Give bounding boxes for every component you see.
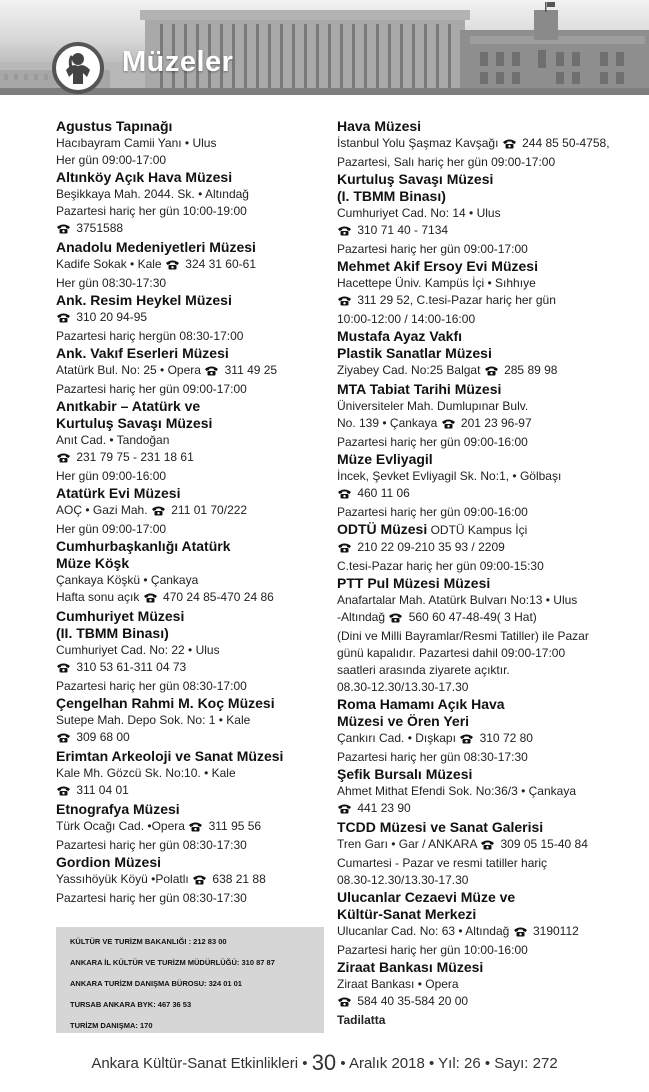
publication-name: Ankara Kültür-Sanat Etkinlikleri xyxy=(91,1055,299,1072)
entry-detail: 231 79 75 - 231 18 61 xyxy=(56,449,326,468)
phone-icon xyxy=(513,925,528,942)
phone-icon xyxy=(502,137,517,154)
issue-year: Yıl: 26 xyxy=(438,1055,481,1072)
entry-detail: 584 40 35-584 20 00 xyxy=(337,993,627,1012)
entry-detail: Kale Mh. Gözcü Sk. No:10. • Kale xyxy=(56,766,236,780)
entry-detail: 08.30-12.30/13.30-17.30 xyxy=(337,680,469,694)
phone-icon xyxy=(337,802,352,819)
museum-entry xyxy=(337,889,627,959)
entry-detail: Cumartesi - Pazar ve resmi tatiller hariç xyxy=(337,856,548,870)
phone-icon xyxy=(480,838,495,855)
entry-detail: 460 11 06 xyxy=(337,485,627,504)
museum-name: Atatürk Evi Müzesi xyxy=(56,485,181,501)
museum-name: Cumhuriyet Müzesi xyxy=(56,608,185,624)
museum-entry xyxy=(337,118,627,171)
phone-icon xyxy=(204,364,219,381)
entry-detail: Ziyabey Cad. No:25 Balgat 285 89 98 xyxy=(337,362,627,381)
museum-name: Hava Müzesi xyxy=(337,118,422,134)
entry-detail: Anıt Cad. • Tandoğan xyxy=(56,433,170,447)
phone-icon xyxy=(56,731,71,748)
museum-list-left xyxy=(56,118,326,907)
museum-name: Müze Evliyagil xyxy=(337,451,433,467)
phone-icon xyxy=(337,541,352,558)
museum-entry xyxy=(337,521,627,575)
museum-name: Şefik Bursalı Müzesi xyxy=(337,766,473,782)
entry-detail: Cumhuriyet Cad. No: 22 • Ulus xyxy=(56,643,220,657)
museum-name: Altınköy Açık Hava Müzesi xyxy=(56,169,233,185)
entry-detail: Pazartesi hariç her gün 09:00-17:00 xyxy=(337,242,528,256)
entry-detail: Hafta sonu açık 470 24 85-470 24 86 xyxy=(56,589,326,608)
entry-detail: Çankırı Cad. • Dışkapı 310 72 80 xyxy=(337,730,627,749)
museum-name: PTT Pul Müzesi Müzesi xyxy=(337,575,491,591)
info-line: TURİZM DANIŞMA: 170 xyxy=(70,1021,153,1030)
phone-icon xyxy=(337,294,352,311)
phone-icon xyxy=(188,820,203,837)
page-footer: Ankara Kültür-Sanat Etkinlikleri • 30 • Aralık 2018 • Yıl: 26 • Sayı: 272 xyxy=(91,1050,558,1075)
museum-entry xyxy=(56,345,326,398)
entry-detail: 441 23 90 xyxy=(337,800,627,819)
museum-name: MTA Tabiat Tarihi Müzesi xyxy=(337,381,502,397)
entry-detail: -Altındağ 560 60 47-48-49( 3 Hat) xyxy=(337,609,627,628)
entry-detail: Pazartesi hariç her gün 08:30-17:30 xyxy=(56,838,247,852)
phone-icon xyxy=(56,311,71,328)
museum-entry xyxy=(56,169,326,239)
museum-entry xyxy=(337,258,627,328)
museum-name: TCDD Müzesi ve Sanat Galerisi xyxy=(337,819,544,835)
phone-icon xyxy=(143,591,158,608)
entry-detail: Hacettepe Üniv. Kampüs İçi • Sıhhıye xyxy=(337,276,536,290)
entry-detail: Pazartesi hariç her gün 08:30-17:30 xyxy=(56,891,247,905)
phone-icon xyxy=(441,417,456,434)
entry-detail: Pazartesi hariç her gün 09:00-17:00 xyxy=(56,382,247,396)
museum-name: Ank. Vakıf Eserleri Müzesi xyxy=(56,345,229,361)
phone-icon xyxy=(56,451,71,468)
museum-name: (II. TBMM Binası) xyxy=(56,625,169,641)
phone-icon xyxy=(337,224,352,241)
museum-entry xyxy=(56,398,326,485)
entry-detail: Beşikkaya Mah. 2044. Sk. • Altındağ xyxy=(56,187,249,201)
entry-detail: Pazartesi hariç her gün 08:30-17:30 xyxy=(337,750,528,764)
page-number: 30 xyxy=(311,1050,337,1075)
info-line: TURSAB ANKARA BYK: 467 36 53 xyxy=(70,1000,192,1009)
museum-entry xyxy=(337,766,627,819)
hercules-statue-icon xyxy=(52,42,104,94)
entry-detail: Her gün 08:30-17:30 xyxy=(56,276,167,290)
issue-number: Sayı: 272 xyxy=(494,1055,558,1072)
museum-name: Kültür-Sanat Merkezi xyxy=(337,906,477,922)
museum-entry xyxy=(56,801,326,854)
entry-detail: (Dini ve Milli Bayramlar/Resmi Tatiller) ile Pazar xyxy=(337,629,589,643)
museum-name: Müze Köşk xyxy=(56,555,130,571)
museum-entry xyxy=(56,292,326,345)
info-line: ANKARA TURİZM DANIŞMA BÜROSU: 324 01 01 xyxy=(70,979,242,988)
contact-info-box xyxy=(56,927,324,1033)
phone-icon xyxy=(484,364,499,381)
entry-detail: 210 22 09-210 35 93 / 2209 xyxy=(337,539,627,558)
entry-detail: saatleri arasında ziyarete açıktır. xyxy=(337,663,510,677)
museum-entry xyxy=(56,695,326,748)
entry-detail: Sutepe Mah. Depo Sok. No: 1 • Kale xyxy=(56,713,251,727)
museum-entry xyxy=(337,171,627,258)
phone-icon xyxy=(192,873,207,890)
museum-entry xyxy=(337,328,627,381)
entry-detail: Ulucanlar Cad. No: 63 • Altındağ 3190112 xyxy=(337,923,627,942)
museum-entry xyxy=(56,485,326,538)
entry-detail: Her gün 09:00-17:00 xyxy=(56,153,167,167)
phone-icon xyxy=(165,258,180,275)
museum-name: Ulucanlar Cezaevi Müze ve xyxy=(337,889,516,905)
entry-detail: Anafartalar Mah. Atatürk Bulvarı No:13 • Ulus xyxy=(337,593,578,607)
info-line: ANKARA İL KÜLTÜR VE TURİZM MÜDÜRLÜĞÜ: 310 87 87 xyxy=(70,958,275,967)
entry-detail: Türk Ocağı Cad. •Opera 311 95 56 xyxy=(56,818,326,837)
entry-detail: Yassıhöyük Köyü •Polatlı 638 21 88 xyxy=(56,871,326,890)
page-title: Müzeler xyxy=(122,46,234,78)
entry-detail: Cumhuriyet Cad. No: 14 • Ulus xyxy=(337,206,501,220)
museum-name: Mustafa Ayaz Vakfı xyxy=(337,328,463,344)
entry-detail: AOÇ • Gazi Mah. 211 01 70/222 xyxy=(56,502,326,521)
museum-name: Anıtkabir – Atatürk ve xyxy=(56,398,201,414)
museum-entry xyxy=(337,575,627,696)
entry-detail: Ziraat Bankası • Opera xyxy=(337,977,459,991)
entry-detail: İncek, Şevket Evliyagil Sk. No:1, • Gölbaşı xyxy=(337,469,562,483)
museum-name: Erimtan Arkeoloji ve Sanat Müzesi xyxy=(56,748,284,764)
museum-name: Anadolu Medeniyetleri Müzesi xyxy=(56,239,256,255)
phone-icon xyxy=(459,732,474,749)
museum-entry xyxy=(56,239,326,292)
museum-name: (I. TBMM Binası) xyxy=(337,188,446,204)
phone-icon xyxy=(151,504,166,521)
entry-detail: Pazartesi hariç her gün 09:00-16:00 xyxy=(337,435,528,449)
entry-detail: Üniversiteler Mah. Dumlupınar Bulv. xyxy=(337,399,529,413)
museum-entry xyxy=(56,608,326,695)
phone-icon xyxy=(56,661,71,678)
museum-list-right xyxy=(337,118,627,1029)
entry-detail: 10:00-12:00 / 14:00-16:00 xyxy=(337,312,476,326)
entry-detail: No. 139 • Çankaya 201 23 96-97 xyxy=(337,415,627,434)
museum-entry xyxy=(337,381,627,451)
entry-detail: günü kapalıdır. Pazartesi dahil 09:00-17:00 xyxy=(337,646,566,660)
entry-detail: İstanbul Yolu Şaşmaz Kavşağı 244 85 50-4758, xyxy=(337,135,627,154)
museum-name: Mehmet Akif Ersoy Evi Müzesi xyxy=(337,258,538,274)
entry-detail: 311 29 52, C.tesi-Pazar hariç her gün xyxy=(337,292,627,311)
entry-detail: 310 71 40 - 7134 xyxy=(337,222,627,241)
museum-name: Kurtuluş Savaşı Müzesi xyxy=(56,415,213,431)
museum-name: Gordion Müzesi xyxy=(56,854,161,870)
entry-detail: 311 04 01 xyxy=(56,782,326,801)
museum-name: ODTÜ Müzesi ODTÜ Kampus İçi xyxy=(337,521,528,537)
issue-date: Aralık 2018 xyxy=(348,1055,425,1072)
museum-name: Agustus Tapınağı xyxy=(56,118,173,134)
museum-entry xyxy=(337,819,627,889)
museum-entry xyxy=(337,451,627,521)
entry-detail: C.tesi-Pazar hariç her gün 09:00-15:30 xyxy=(337,559,544,573)
entry-detail: 08.30-12.30/13.30-17.30 xyxy=(337,873,469,887)
phone-icon xyxy=(56,222,71,239)
entry-detail: Pazartesi hariç her gün 09:00-16:00 xyxy=(337,505,528,519)
entry-detail: Her gün 09:00-16:00 xyxy=(56,469,167,483)
museum-name: Ziraat Bankası Müzesi xyxy=(337,959,484,975)
museum-entry xyxy=(56,748,326,801)
museum-name: Çengelhan Rahmi M. Koç Müzesi xyxy=(56,695,275,711)
museum-name: Müzesi ve Ören Yeri xyxy=(337,713,470,729)
entry-detail: Pazartesi hariç hergün 08:30-17:00 xyxy=(56,329,244,343)
entry-detail: 309 68 00 xyxy=(56,729,326,748)
info-line: KÜLTÜR VE TURİZM BAKANLIĞI : 212 83 00 xyxy=(70,937,227,946)
entry-detail: Tren Garı • Gar / ANKARA 309 05 15-40 84 xyxy=(337,836,627,855)
museum-entry xyxy=(337,959,627,1029)
entry-detail: Pazartesi, Salı hariç her gün 09:00-17:00 xyxy=(337,155,556,169)
museum-location: ODTÜ Kampus İçi xyxy=(427,523,528,537)
entry-detail: Atatürk Bul. No: 25 • Opera 311 49 25 xyxy=(56,362,326,381)
entry-detail: 3751588 xyxy=(56,220,326,239)
header-banner xyxy=(0,0,649,95)
museum-name: Ank. Resim Heykel Müzesi xyxy=(56,292,232,308)
entry-detail: Kadife Sokak • Kale 324 31 60-61 xyxy=(56,256,326,275)
entry-detail: Ahmet Mithat Efendi Sok. No:36/3 • Çankaya xyxy=(337,784,576,798)
status-note: Tadilatta xyxy=(337,1013,386,1027)
entry-detail: Çankaya Köşkü • Çankaya xyxy=(56,573,199,587)
museum-entry xyxy=(56,118,326,169)
entry-detail: Pazartesi hariç her gün 10:00-16:00 xyxy=(337,943,528,957)
museum-name: Cumhurbaşkanlığı Atatürk xyxy=(56,538,231,554)
entry-detail: Hacıbayram Camii Yanı • Ulus xyxy=(56,136,217,150)
museum-entry xyxy=(337,696,627,766)
museum-name: Roma Hamamı Açık Hava xyxy=(337,696,505,712)
museum-name: Kurtuluş Savaşı Müzesi xyxy=(337,171,494,187)
museum-name: Plastik Sanatlar Müzesi xyxy=(337,345,492,361)
entry-detail: Her gün 09:00-17:00 xyxy=(56,522,167,536)
museum-name: Etnografya Müzesi xyxy=(56,801,180,817)
phone-icon xyxy=(337,995,352,1012)
phone-icon xyxy=(56,784,71,801)
phone-icon xyxy=(337,487,352,504)
phone-icon xyxy=(388,611,403,628)
entry-detail: 310 20 94-95 xyxy=(56,309,326,328)
museum-entry xyxy=(56,538,326,608)
museum-entry xyxy=(56,854,326,907)
entry-detail: 310 53 61-311 04 73 xyxy=(56,659,326,678)
entry-detail: Pazartesi hariç her gün 10:00-19:00 xyxy=(56,204,247,218)
entry-detail: Pazartesi hariç her gün 08:30-17:00 xyxy=(56,679,247,693)
